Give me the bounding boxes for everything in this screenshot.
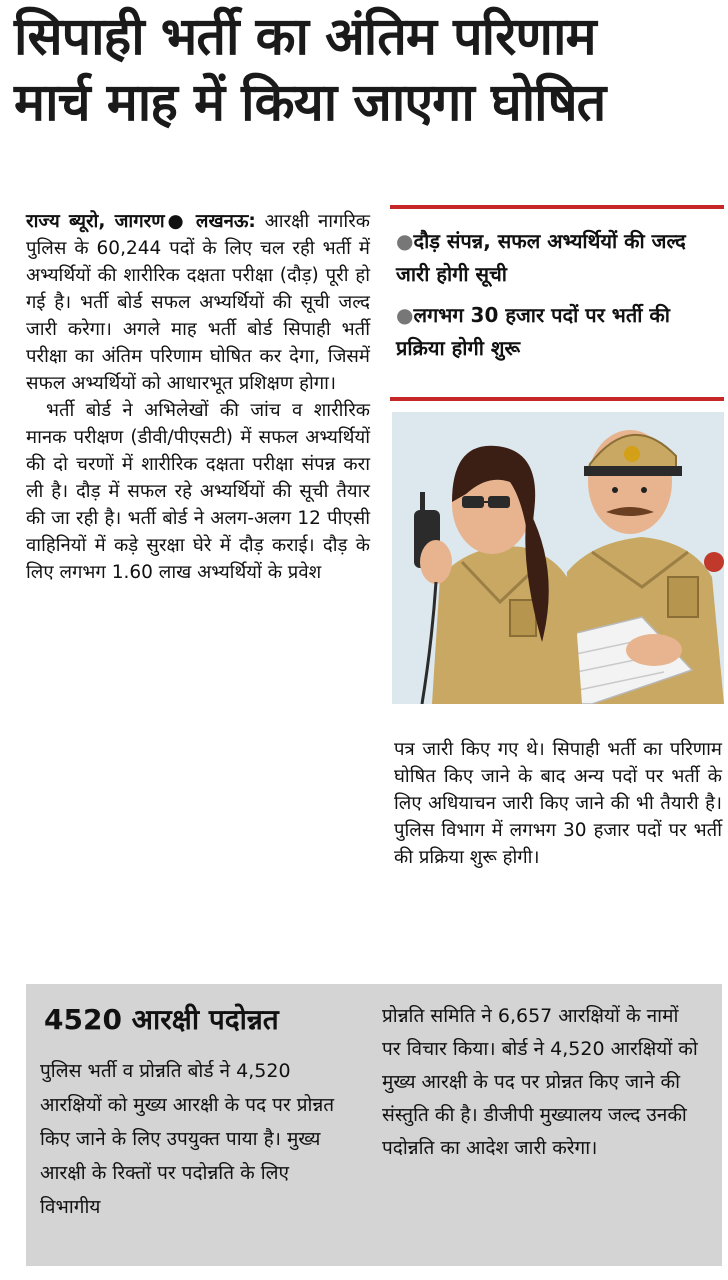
article-paragraph-3: पत्र जारी किए गए थे। सिपाही भर्ती का परिणाम घोषित किए जाने के बाद अन्य पदों पर भर्ती के लिए अधियाचन जारी किए जाने की भी तैयारी है। पुलिस विभाग में लगभग 30 हजार पदों पर भर्ती की प्रक्रिया शुरू होगी। bbox=[394, 739, 722, 868]
highlight-text: लगभग 30 हजार पदों पर भर्ती की प्रक्रिया होगी शुरू bbox=[396, 303, 670, 360]
highlight-item bbox=[396, 225, 718, 291]
article-para-1-text: आरक्षी नागरिक पुलिस के 60,244 पदों के लिए चल रही भर्ती में अभ्यर्थियों की शारीरिक दक्षता परीक्षा (दौड़) पूरी हो गई है। भर्ती बोर्ड सफल अभ्यर्थियों की सूची जल्द जारी करेगा। अगले माह भर्ती बोर्ड सिपाही भर्ती परीक्षा का अंतिम परिणाम घोषित कर देगा, जिसमें सफल अभ्यर्थियों को आधारभूत प्रशिक्षण होगा। bbox=[26, 211, 370, 394]
headline-line-1: सिपाही भर्ती का अंतिम परिणाम bbox=[14, 7, 596, 67]
highlight-item bbox=[396, 299, 718, 365]
dateline: राज्य ब्यूरो, जागरण● लखनऊ: bbox=[26, 211, 256, 232]
headline bbox=[14, 4, 722, 136]
highlights-box bbox=[390, 205, 724, 401]
headline-line-2: मार्च माह में किया जाएगा घोषित bbox=[14, 73, 606, 133]
police-officers-illustration bbox=[392, 412, 724, 704]
sidebar-text-right: प्रोन्नति समिति ने 6,657 आरक्षियों के नामों पर विचार किया। बोर्ड ने 4,520 आरक्षियों को मुख्य आरक्षी के पद पर प्रोन्नत किए जाने की संस्तुति की है। डीजीपी मुख्यालय जल्द उनकी पदोन्नति का आदेश जारी करेगा। bbox=[382, 1005, 698, 1159]
article-paragraph-1 bbox=[26, 208, 370, 397]
article-paragraph-2: भर्ती बोर्ड ने अभिलेखों की जांच व शारीरिक मानक परीक्षण (डीवी/पीएसटी) में सफल अभ्यर्थियों की दो चरणों में शारीरिक दक्षता परीक्षा संपन्न करा ली है। दौड़ में सफल रहे अभ्यर्थियों की सूची तैयार की जा रही है। भर्ती बोर्ड ने अलग-अलग 12 पीएसी वाहिनियों में कड़े सुरक्षा घेरे में दौड़ कराई। दौड़ के लिए लगभग 1.60 लाख अभ्यर्थियों के प्रवेश bbox=[26, 400, 370, 583]
bullet-icon: ● bbox=[396, 229, 414, 253]
police-officers-icon bbox=[392, 412, 724, 704]
highlight-text: दौड़ संपन्न, सफल अभ्यर्थियों की जल्द जारी होगी सूची bbox=[396, 229, 686, 286]
article-left-column bbox=[26, 208, 370, 586]
bullet-icon: ● bbox=[396, 303, 414, 327]
sidebar-text-left: पुलिस भर्ती व प्रोन्नति बोर्ड ने 4,520 आरक्षियों को मुख्य आरक्षी के पद पर प्रोन्नत किए जाने के लिए उपयुक्त पाया है। मुख्य आरक्षी के रिक्तों पर पदोन्नति के लिए विभागीय bbox=[40, 1060, 335, 1218]
sidebar-title: 4520 आरक्षी पदोन्नत bbox=[44, 1003, 279, 1036]
